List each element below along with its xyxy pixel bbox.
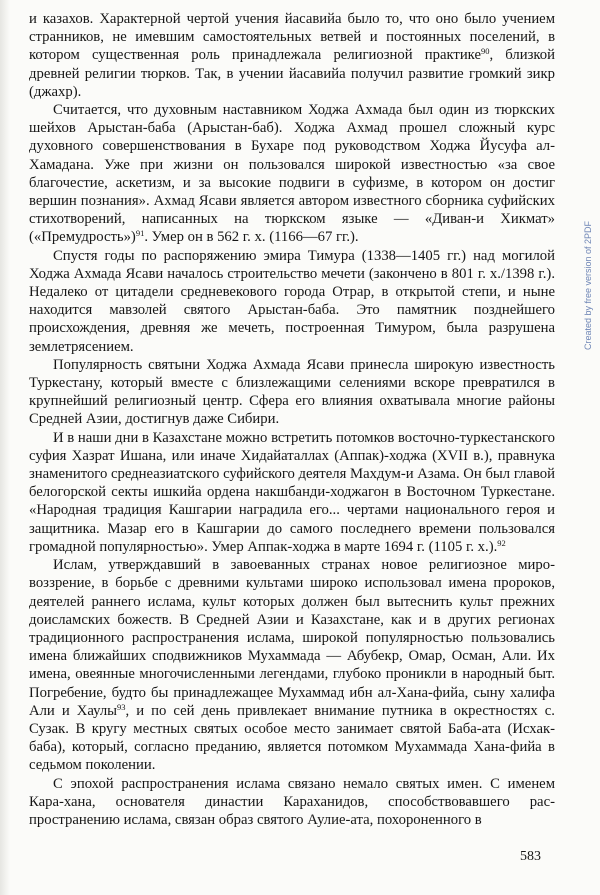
paragraph xyxy=(29,101,555,247)
paragraph-text: и казахов. Характерной чертой учения йасавийа было то, что оно было учением странников, не имевшим самостоятельных ветвей и постоянных поселений, в котором существенная роль принадлежала религиозной практике xyxy=(29,11,555,64)
footnote-ref: 91 xyxy=(135,228,145,239)
paragraph xyxy=(29,356,555,429)
paragraph-text: . Умер он в 562 г. х. (1166—67 гг.). xyxy=(144,229,359,246)
paragraph xyxy=(29,556,555,774)
footnote-ref: 93 xyxy=(117,701,126,712)
paragraph-text: Спустя годы по распоряжению эмира Тимура (1338—1405 гг.) над могилой Ходжа Ахмада Ясави началось строительство мечети (закончено в 801 г. х./1398 г.). Недалеко от цитадели средневекового города Отрар, в открытой степи, и ныне находится мавзолей святого Арыстан-баба. Это памятник позднейшего происхождения, древняя же мечеть, построенная Тимуром, была разрушена землетрясением. xyxy=(29,247,555,355)
paragraph-text: , близкой древней религии тюрков. Так, в учении йасавийа получил развитие громкий зикр (джахр). xyxy=(29,47,555,100)
paragraph-text: С эпохой распространения ислама связано немало святых имен. С именем Кара-хана, основателя династии Караханидов, способствовавшего распространению ислама, связан образ святого Аулие-ата, похороненного в xyxy=(29,775,555,828)
paragraph xyxy=(29,10,555,101)
paragraph-text: Популярность святыни Ходжа Ахмада Ясави принесла широкую известность Туркестану, который вместе с близлежащими селениями вскоре превратился в крупнейший религиозный центр. Сфера его влияния охватывала многие районы Средней Азии, достигнув даже Сибири. xyxy=(29,356,555,428)
page-number: 583 xyxy=(520,849,541,864)
paragraph xyxy=(29,429,555,556)
paragraph-text: , и по сей день привлекает внимание путника в окрестностях с. Сузак. В кругу местных святых особое место занимает святой Баба-ата (Исхак-баба), который, согласно преданию, является потомком Мухаммада Хана-фийа в седьмом поколении. xyxy=(29,702,555,774)
watermark: Created by free version of 2PDF xyxy=(583,220,593,350)
footnote-ref: 90 xyxy=(480,46,490,57)
paragraph-text: Ислам, утверждавший в завоеванных странах новое религиозное мировоззрение, в борьбе с древними культами широко использовал имена пророков, деятелей раннего ислама, культ которых должен был вытеснить культ прежних доисламских божеств. В Средней Азии и Казахстане, как и в других регионах традиционного распространения ислама, широкой популярностью пользовались имена ближайших сподвижников Мухаммада — Абубекр, Омар, Осман, Али. Их имена, овеянные многочисленными легендами, глубоко проникли в народный быт. Погребение, будто бы принадлежащее Мухаммад ибн ал-Хана-фийа, сыну халифа Али и Хаулы xyxy=(29,557,555,719)
paragraph xyxy=(29,247,555,356)
paragraph-text: И в наши дни в Казахстане можно встретить потомков восточно-туркестанского суфия Хазрат Ишана, или иначе Хидайаталлах (Аппак)-ходжа (XVII в.), правнука знаменитого среднеазиатского суфийского деятеля Махдум-и Азама. Он был главой белогорской секты ишкийа ордена накшбанди-ходжагон в Восточном Туркестане. «Народная традиция Кашгарии наградила его... чертами национального героя и защитника. Мазар его в Кашгарии до самого последнего времени пользовался громадной популярностью». Умер Аппак-ходжа в марте 1694 г. (1105 г. х.). xyxy=(29,429,555,555)
page-binding-shadow xyxy=(0,0,10,895)
page-body xyxy=(29,10,555,829)
paragraph-text: Считается, что духовным наставником Ходжа Ахмада был один из тюркских шейхов Арыстан-баба (Арыстан-баб). Ходжа Ахмад прошел сложный курс духовного совершенствования в Бухаре под руководством Ходжа Йусуфа ал-Хамадана. Уже при жизни он пользовался широкой известностью «за свое благочестие, аскетизм, и за высокие подвиги в суфизме, в котором он достиг вершин познания». Ахмад Ясави является автором известного сборника суфийских стихотворений, написанных на тюркском языке — «Диван-и Хикмат» («Премудрость») xyxy=(29,102,555,246)
footnote-ref: 92 xyxy=(497,537,506,548)
paragraph xyxy=(29,775,555,830)
